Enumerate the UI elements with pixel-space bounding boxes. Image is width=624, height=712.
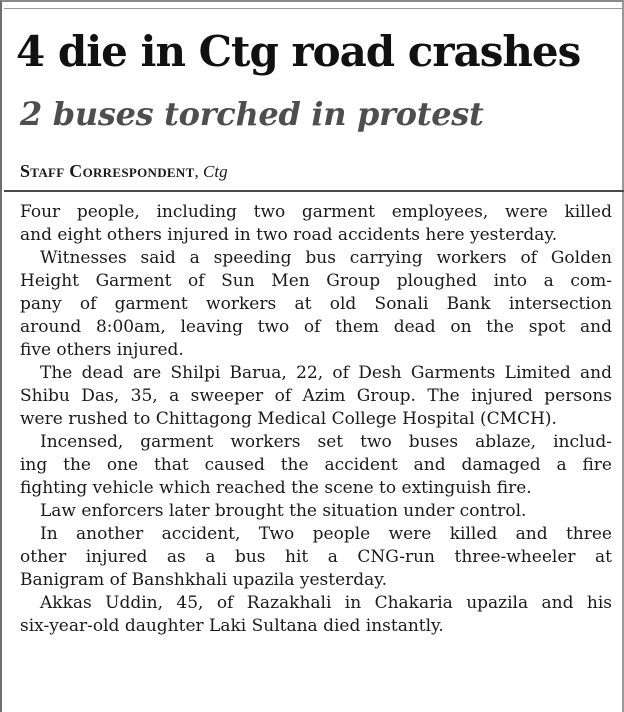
- body-line: fighting vehicle which reached the scene to extinguish fire.: [20, 478, 532, 498]
- body-line: Banigram of Banshkhali upazila yesterday.: [20, 570, 388, 590]
- body-line: Law enforcers later brought the situation under control.: [40, 501, 527, 521]
- body-line: Incensed, garment workers set two buses ablaze, includ-: [40, 432, 612, 452]
- headline: 4 die in Ctg road crashes: [16, 27, 581, 76]
- body-line: were rushed to Chittagong Medical College Hospital (CMCH).: [20, 409, 557, 429]
- body-line: other injured as a bus hit a CNG-run three-wheeler at: [20, 547, 612, 567]
- body-line: Akkas Uddin, 45, of Razakhali in Chakaria upazila and his: [40, 593, 612, 613]
- body-line: and eight others injured in two road accidents here yesterday.: [20, 225, 558, 245]
- body-line: around 8:00am, leaving two of them dead on the spot and: [20, 317, 612, 337]
- byline: [20, 160, 228, 183]
- byline-divider: [4, 190, 624, 192]
- body-line: Shibu Das, 35, a sweeper of Azim Group. The injured persons: [20, 386, 612, 406]
- body-line: ing the one that caused the accident and damaged a fire: [20, 455, 612, 475]
- top-border-line: [4, 8, 624, 9]
- body-line: The dead are Shilpi Barua, 22, of Desh Garments Limited and: [40, 363, 612, 383]
- byline-separator: ,: [194, 162, 204, 181]
- body-line: six-year-old daughter Laki Sultana died instantly.: [20, 616, 444, 636]
- body-line: five others injured.: [20, 340, 184, 360]
- body-line: In another accident, Two people were killed and three: [40, 524, 612, 544]
- article-body: [20, 201, 612, 638]
- body-line: pany of garment workers at old Sonali Bank intersection: [20, 294, 612, 314]
- byline-author: Staff Correspondent: [20, 161, 195, 181]
- body-line: Height Garment of Sun Men Group ploughed into a com-: [20, 271, 612, 291]
- subheadline: 2 buses torched in protest: [20, 95, 484, 133]
- body-line: Four people, including two garment employees, were killed: [20, 202, 612, 222]
- byline-location: Ctg: [203, 162, 228, 181]
- body-line: Witnesses said a speeding bus carrying workers of Golden: [40, 248, 612, 268]
